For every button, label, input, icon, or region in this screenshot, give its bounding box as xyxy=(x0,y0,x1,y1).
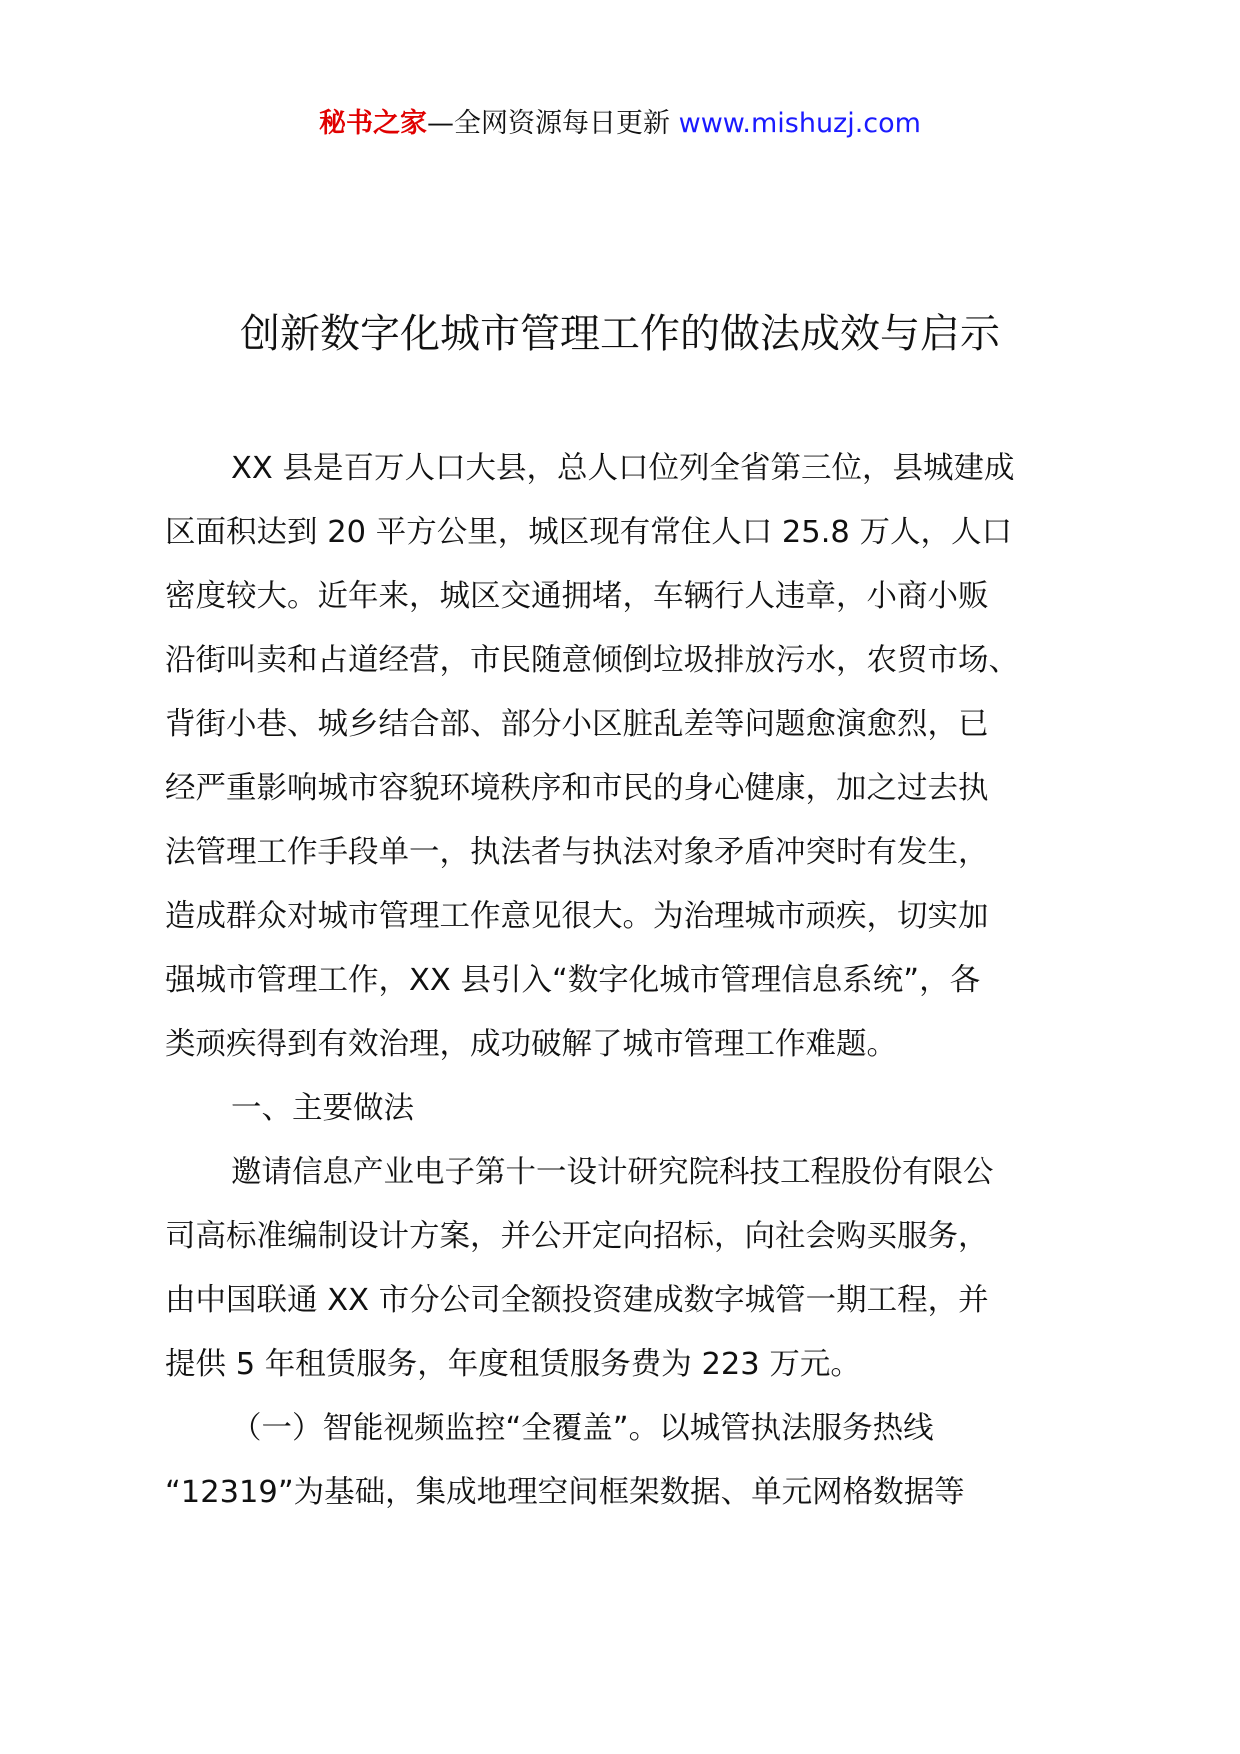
paragraph-line: 沿街叫卖和占道经营，市民随意倾倒垃圾排放污水，农贸市场、 xyxy=(165,643,1019,678)
brand-name: 秘书之家 xyxy=(319,108,428,139)
paragraph-line: 背街小巷、城乡结合部、部分小区脏乱差等问题愈演愈烈，已 xyxy=(165,707,989,742)
document-title: 创新数字化城市管理工作的做法成效与启示 xyxy=(240,311,1000,357)
paragraph-line: 提供 5 年租赁服务，年度租赁服务费为 223 万元。 xyxy=(165,1347,861,1382)
section-heading: 一、主要做法 xyxy=(231,1091,414,1126)
paragraph-line: 邀请信息产业电子第十一设计研究院科技工程股份有限公 xyxy=(231,1155,994,1190)
paragraph-line: 经严重影响城市容貌环境秩序和市民的身心健康，加之过去执 xyxy=(165,771,989,806)
paragraph-line: 由中国联通 XX 市分公司全额投资建成数字城管一期工程，并 xyxy=(165,1283,989,1318)
paragraph-line: XX 县是百万人口大县，总人口位列全省第三位，县城建成 xyxy=(231,451,1015,486)
paragraph-line: 区面积达到 20 平方公里，城区现有常住人口 25.8 万人，人口 xyxy=(165,515,1012,550)
page-header xyxy=(0,104,1240,144)
paragraph-line: 强城市管理工作，XX 县引入“数字化城市管理信息系统”，各 xyxy=(165,963,981,998)
paragraph-line: 法管理工作手段单一，执法者与执法对象矛盾冲突时有发生， xyxy=(165,835,989,870)
paragraph-line: “12319”为基础，集成地理空间框架数据、单元网格数据等 xyxy=(165,1475,965,1510)
subsection-heading-line: （一）智能视频监控“全覆盖”。以城管执法服务热线 xyxy=(231,1411,934,1446)
paragraph-line: 密度较大。近年来，城区交通拥堵，车辆行人违章，小商小贩 xyxy=(165,579,989,614)
header-tagline: —全网资源每日更新 xyxy=(427,108,679,139)
paragraph-line: 造成群众对城市管理工作意见很大。为治理城市顽疾，切实加 xyxy=(165,899,989,934)
paragraph-line: 类顽疾得到有效治理，成功破解了城市管理工作难题。 xyxy=(165,1027,897,1062)
paragraph-line: 司高标准编制设计方案，并公开定向招标，向社会购买服务， xyxy=(165,1219,989,1254)
website-link[interactable]: www.mishuzj.com xyxy=(678,108,921,139)
document-body xyxy=(165,437,1085,1525)
